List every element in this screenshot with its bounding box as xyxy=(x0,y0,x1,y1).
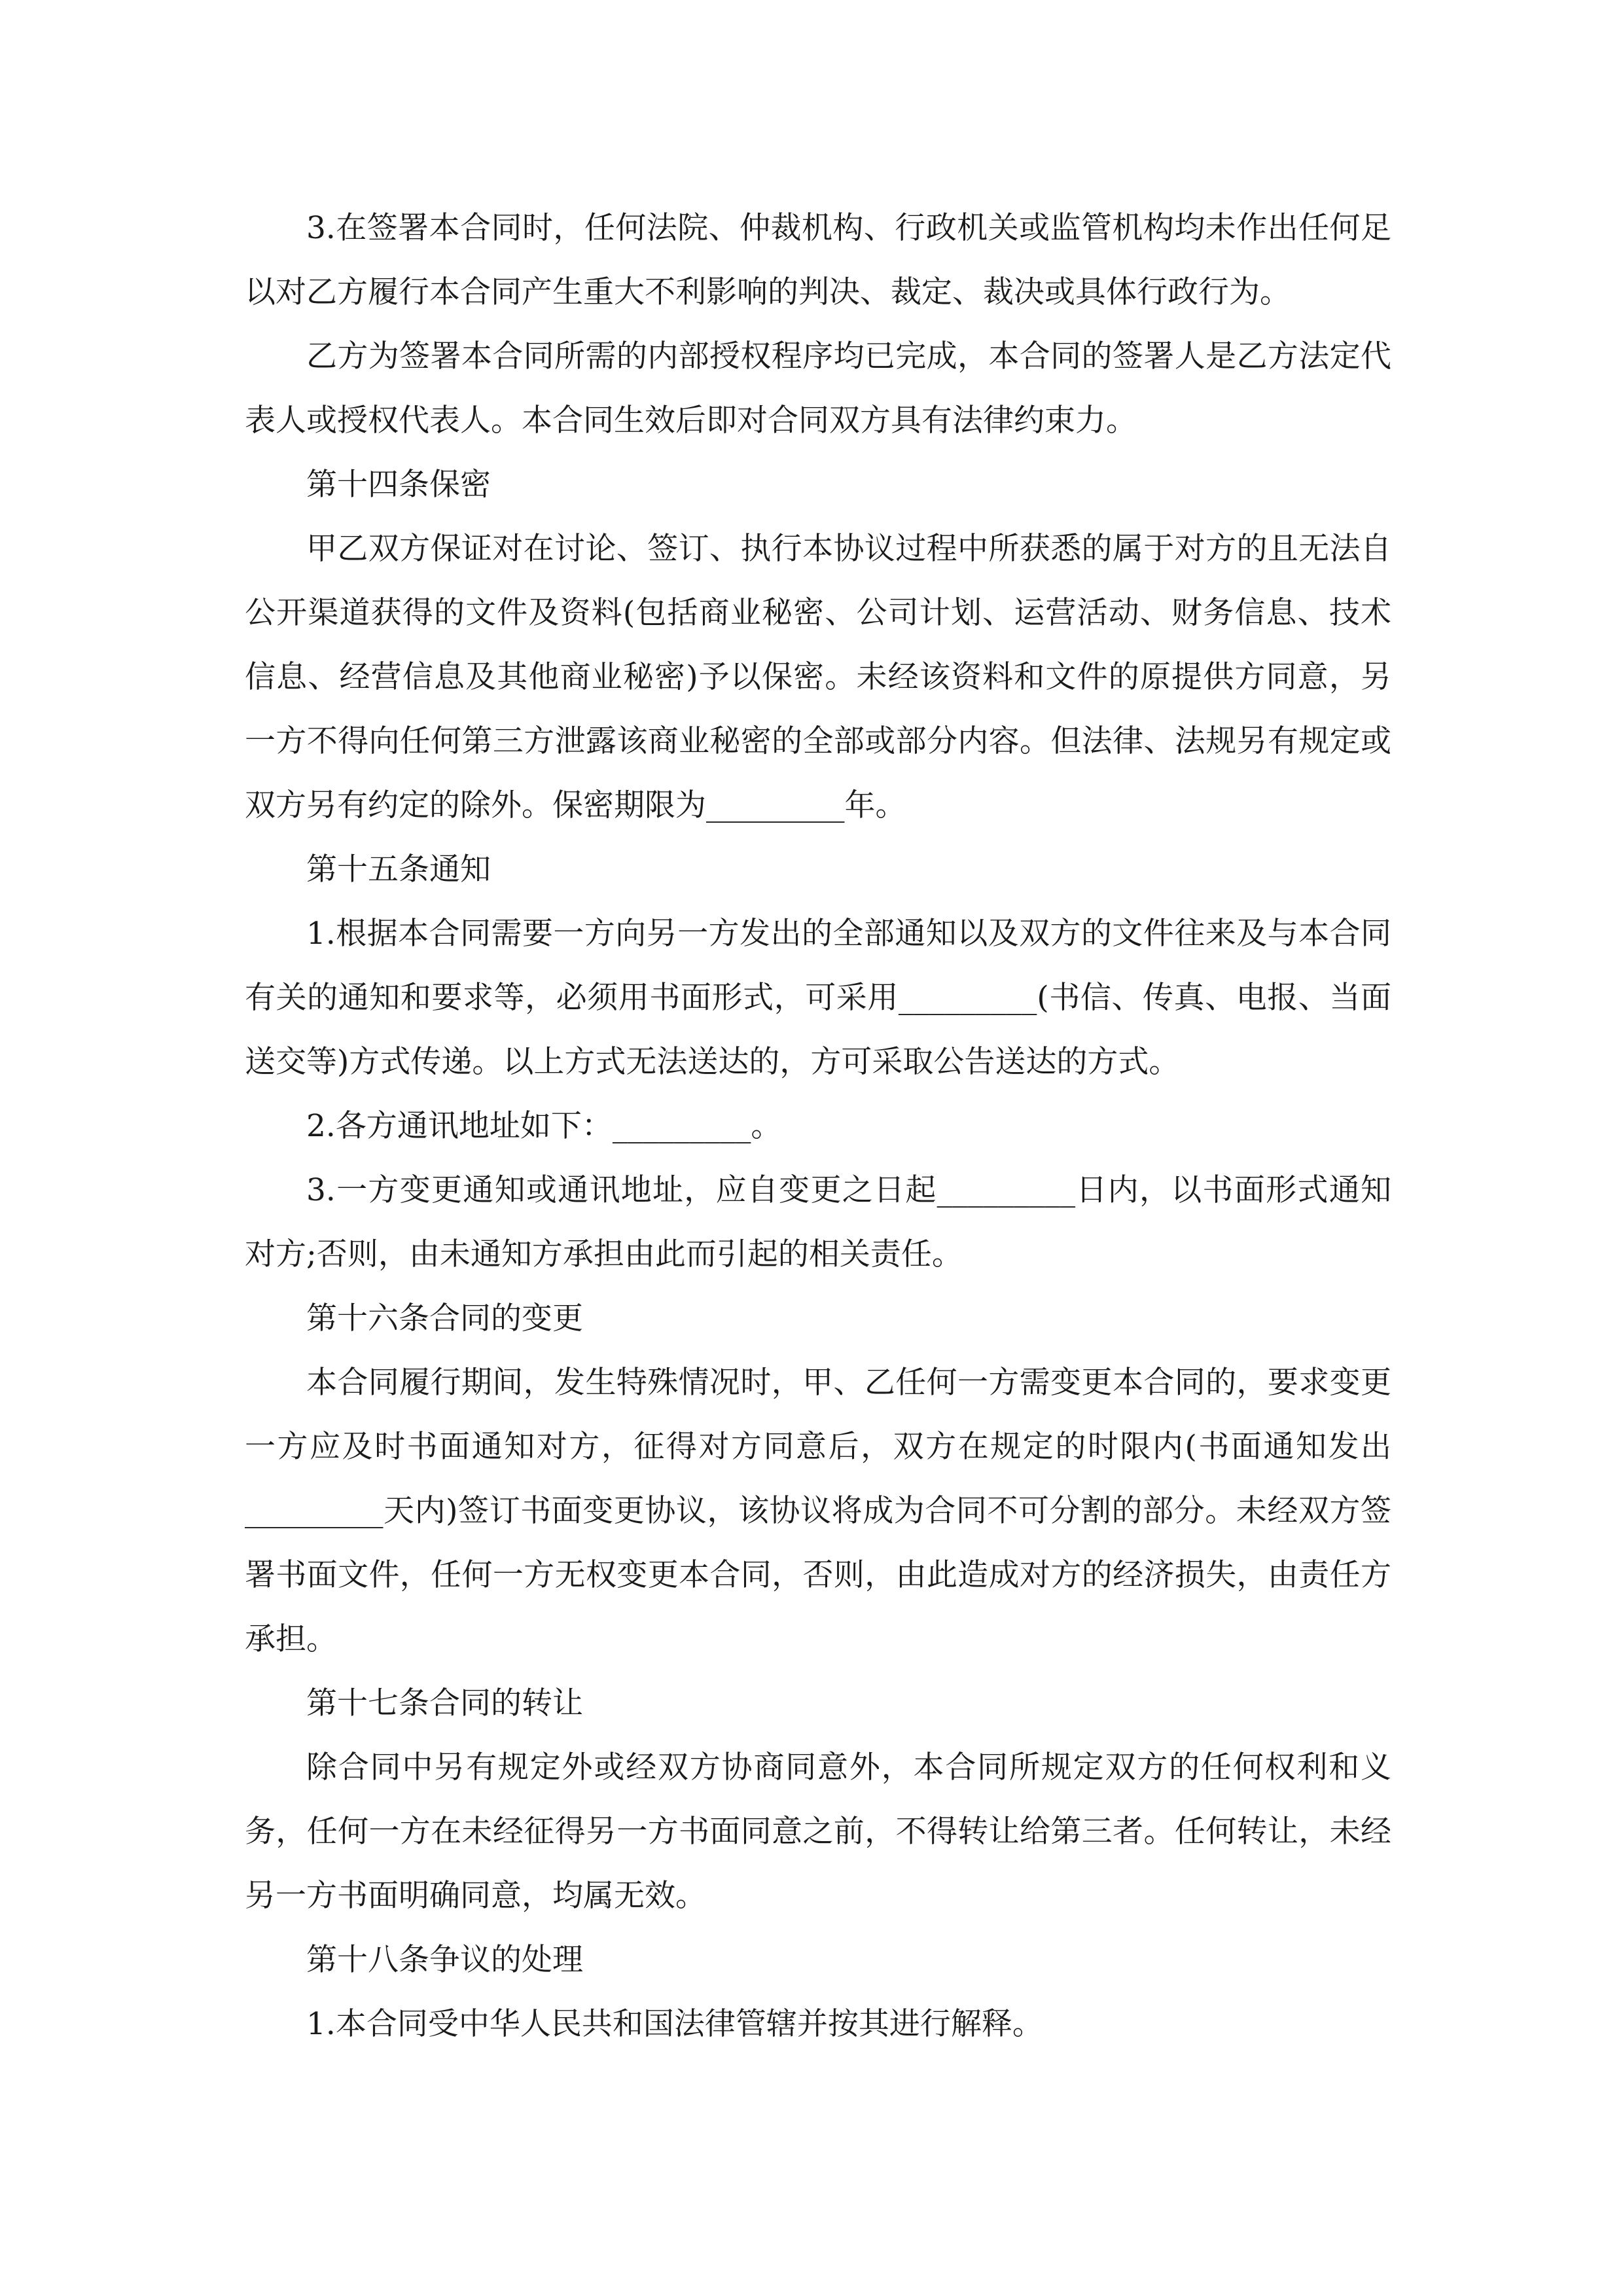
notice-clause-3: 3.一方变更通知或通讯地址，应自变更之日起_________日内，以书面形式通知对方;否则，由未通知方承担由此而引起的相关责任。 xyxy=(245,1172,1391,1272)
notice-clause-2: 2.各方通讯地址如下：_________。 xyxy=(306,1108,782,1144)
confidentiality-paragraph: 甲乙双方保证对在讨论、签订、执行本协议过程中所获悉的属于对方的且无法自公开渠道获得的文件及资料(包括商业秘密、公司计划、运营活动、财务信息、技术信息、经营信息及其他商业秘密)予以保密。未经该资料和文件的原提供方同意，另一方不得向任何第三方泄露该商业秘密的全部或部分内容。但法律、法规另有规定或双方另有约定的除外。保密期限为_________年。 xyxy=(245,531,1391,823)
article-17-heading: 第十七条合同的转让 xyxy=(306,1685,583,1721)
article-14-heading: 第十四条保密 xyxy=(306,467,491,503)
clause-3-no-adverse-rulings: 3.在签署本合同时，任何法院、仲裁机构、行政机关或监管机构均未作出任何足以对乙方履行本合同产生重大不利影响的判决、裁定、裁决或具体行政行为。 xyxy=(245,210,1391,310)
article-15-heading: 第十五条通知 xyxy=(306,852,491,888)
notice-clause-1: 1.根据本合同需要一方向另一方发出的全部通知以及双方的文件往来及与本合同有关的通知和要求等，必须用书面形式，可采用_________(书信、传真、电报、当面送交等)方式传递。以上方式无法送达的，方可采取公告送达的方式。 xyxy=(245,916,1391,1080)
dispute-clause-1: 1.本合同受中华人民共和国法律管辖并按其进行解释。 xyxy=(306,2006,1043,2042)
article-18-heading: 第十八条争议的处理 xyxy=(306,1942,583,1978)
article-16-heading: 第十六条合同的变更 xyxy=(306,1300,583,1336)
contract-change-paragraph: 本合同履行期间，发生特殊情况时，甲、乙任何一方需变更本合同的，要求变更一方应及时书面通知对方，征得对方同意后，双方在规定的时限内(书面通知发出_________天内)签订书面变更协议，该协议将成为合同不可分割的部分。未经双方签署书面文件，任何一方无权变更本合同，否则，由此造成对方的经济损失，由责任方承担。 xyxy=(245,1365,1391,1657)
contract-transfer-paragraph: 除合同中另有规定外或经双方协商同意外，本合同所规定双方的任何权利和义务，任何一方在未经征得另一方书面同意之前，不得转让给第三者。任何转让，未经另一方书面明确同意，均属无效。 xyxy=(245,1749,1391,1914)
authorization-paragraph: 乙方为签署本合同所需的内部授权程序均已完成，本合同的签署人是乙方法定代表人或授权代表人。本合同生效后即对合同双方具有法律约束力。 xyxy=(245,338,1391,439)
document-body xyxy=(245,196,1391,2056)
